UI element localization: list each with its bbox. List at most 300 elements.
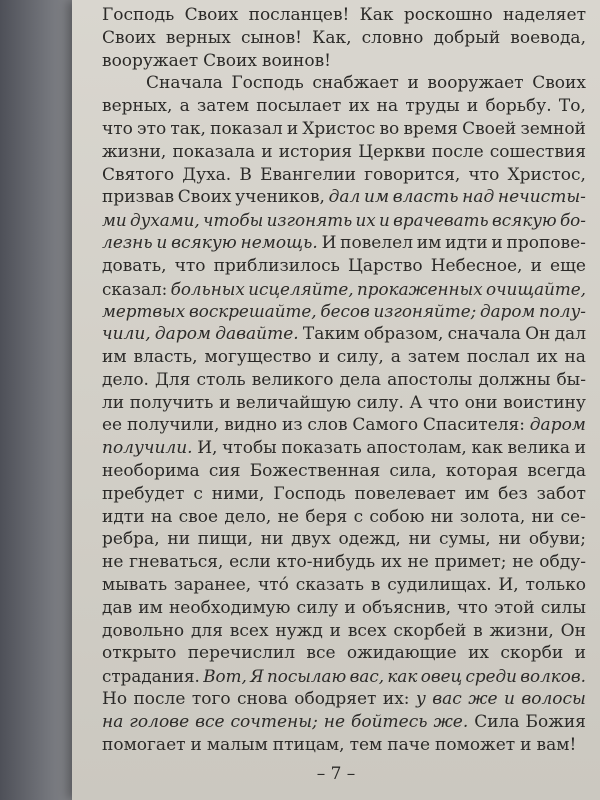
- text-word: идти: [445, 232, 488, 253]
- text-word: бойтесь: [351, 711, 428, 732]
- text-word: ребра,: [102, 529, 160, 550]
- text-word: не: [102, 552, 124, 573]
- text-word: и: [379, 210, 390, 231]
- text-word: а: [179, 96, 190, 117]
- text-word: изгоняйте;: [373, 301, 477, 322]
- text-word: должны: [478, 369, 551, 390]
- text-word: их: [468, 643, 490, 664]
- text-word: вас,: [349, 666, 385, 687]
- text-word: показала: [172, 141, 256, 162]
- text-word: сказал:: [102, 278, 168, 299]
- text-word: Своей: [462, 118, 517, 139]
- text-word: даром: [154, 324, 212, 345]
- text-word: сила,: [389, 460, 437, 481]
- text-word: Божественная: [249, 460, 381, 481]
- text-word: у: [415, 688, 426, 709]
- text-word: могущество: [204, 346, 312, 367]
- text-line: [102, 551, 586, 574]
- text-word: и: [219, 392, 231, 413]
- text-line: [102, 209, 586, 232]
- text-word: что́: [258, 574, 289, 595]
- text-word: как: [387, 666, 418, 687]
- text-word: жизни,: [489, 620, 554, 641]
- text-word: перечислил: [187, 643, 296, 664]
- text-word: ни: [408, 529, 432, 550]
- text-word: Он: [525, 324, 551, 345]
- text-word: приблизилось: [213, 255, 340, 276]
- text-word: что: [102, 118, 133, 139]
- text-word: из: [281, 415, 303, 436]
- text-word: Своих: [532, 73, 586, 94]
- text-word: дал: [328, 187, 361, 208]
- text-word: необорима: [102, 460, 200, 481]
- text-word: так,: [170, 118, 206, 139]
- text-word: слов: [307, 415, 348, 436]
- text-line: [102, 300, 586, 323]
- text-word: образом,: [363, 324, 444, 345]
- text-word: даром: [529, 415, 586, 436]
- text-line: [102, 255, 586, 278]
- text-line: [102, 665, 586, 688]
- text-word: воскрешайте,: [188, 301, 317, 322]
- text-word: ее: [102, 415, 123, 436]
- text-word: Как: [359, 5, 394, 25]
- text-word: вооружает: [102, 50, 199, 71]
- text-word: лезнь: [102, 232, 153, 253]
- text-word: получили,: [126, 415, 220, 436]
- text-word: среди: [465, 666, 517, 687]
- text-word: свое: [178, 506, 219, 527]
- text-word: им: [138, 597, 163, 618]
- text-line: [102, 620, 586, 643]
- text-word: чтобы: [203, 210, 264, 231]
- text-word: их: [380, 552, 402, 573]
- text-word: скорбей: [393, 620, 467, 641]
- text-word: обду-: [539, 552, 586, 573]
- text-word: малым: [206, 734, 268, 755]
- text-word: птицам,: [272, 734, 345, 755]
- text-word: все: [306, 643, 336, 664]
- text-word: Своих: [102, 27, 156, 48]
- text-word: сия: [208, 460, 241, 481]
- text-word: бы-: [556, 369, 586, 390]
- text-word: вас: [432, 688, 462, 709]
- text-word: всех: [229, 620, 269, 641]
- text-line: [102, 506, 586, 529]
- text-word: их:: [382, 688, 410, 709]
- text-word: что: [428, 392, 459, 413]
- text-word: Сначала: [146, 73, 223, 94]
- text-word: посылает: [256, 96, 342, 117]
- text-word: и: [520, 734, 532, 755]
- text-word: всякую: [171, 232, 237, 253]
- text-word: мертвых: [102, 301, 186, 322]
- text-word: и: [344, 597, 356, 618]
- text-line: [102, 118, 586, 141]
- text-word: им: [416, 232, 442, 253]
- text-word: снабжает: [312, 73, 399, 94]
- text-word: все: [195, 711, 225, 732]
- text-word: после: [431, 141, 484, 162]
- text-word: и: [156, 232, 168, 253]
- text-word: время: [403, 118, 458, 139]
- text-word: земной: [520, 118, 586, 139]
- text-word: им: [102, 346, 127, 367]
- text-word: Христос: [302, 118, 376, 139]
- text-word: над: [462, 187, 495, 208]
- text-word: верных,: [102, 96, 173, 117]
- book-page: [72, 0, 600, 800]
- text-word: это: [137, 118, 167, 139]
- text-word: воистину: [503, 392, 586, 413]
- text-line: [102, 278, 586, 301]
- text-word: Спасителя:: [422, 415, 525, 436]
- text-word: и: [466, 96, 479, 117]
- text-word: Господь: [102, 5, 175, 25]
- text-word: они: [464, 392, 498, 413]
- text-word: гневаться,: [129, 552, 224, 573]
- text-word: ни: [430, 506, 454, 527]
- text-word: и: [574, 643, 586, 664]
- text-word: верных: [165, 27, 231, 48]
- text-word: и: [491, 232, 503, 253]
- text-word: сказать: [295, 574, 365, 595]
- text-word: Духа.: [182, 164, 232, 185]
- text-word: для: [190, 620, 223, 641]
- text-word: как: [471, 438, 503, 459]
- text-line: [102, 597, 586, 620]
- text-word: власть,: [133, 346, 198, 367]
- text-word: показать: [281, 438, 362, 459]
- text-word: воинов!: [261, 50, 332, 71]
- text-word: Своих: [184, 5, 239, 25]
- text-line: [102, 437, 586, 460]
- text-word: не: [323, 711, 346, 732]
- text-line: [102, 95, 586, 118]
- text-word: довать,: [102, 255, 167, 276]
- text-word: Я: [250, 666, 264, 687]
- text-word: повелевает: [354, 483, 456, 504]
- text-word: и: [286, 118, 299, 139]
- text-word: И,: [498, 574, 519, 595]
- text-word: мывать: [102, 574, 168, 595]
- text-word: говорится,: [364, 164, 461, 185]
- text-word: даром: [480, 301, 536, 322]
- text-word: величайшую: [236, 392, 352, 413]
- text-word: Для: [155, 369, 191, 390]
- text-word: нужд: [275, 620, 323, 641]
- text-word: великого: [251, 369, 334, 390]
- text-word: тем: [349, 734, 383, 755]
- text-word: словно: [361, 27, 424, 48]
- text-word: на: [564, 346, 586, 367]
- text-word: нечисты-: [497, 187, 586, 208]
- text-line: [102, 392, 586, 415]
- text-word: труды: [405, 96, 460, 117]
- text-word: воевода,: [510, 27, 586, 48]
- text-word: после: [133, 688, 186, 709]
- text-word: во: [379, 118, 400, 139]
- text-line: [102, 483, 586, 506]
- text-word: сначала: [447, 324, 521, 345]
- text-word: повелел: [340, 232, 414, 253]
- text-word: Своих: [177, 187, 232, 208]
- text-word: полу-: [539, 301, 586, 322]
- text-word: помогает: [102, 734, 186, 755]
- text-word: чтобы: [222, 438, 277, 459]
- text-word: не: [277, 506, 300, 527]
- text-word: же: [468, 688, 498, 709]
- text-word: открыто: [102, 643, 177, 664]
- text-word: и: [261, 141, 273, 162]
- text-word: дело.: [102, 369, 149, 390]
- text-word: пребудет: [102, 483, 185, 504]
- text-word: Христос,: [507, 164, 586, 185]
- text-word: сочтены;: [230, 711, 318, 732]
- text-word: силу: [296, 597, 339, 618]
- text-word: ни: [498, 529, 522, 550]
- text-word: пропове-: [506, 232, 586, 253]
- text-line: [102, 27, 586, 50]
- text-line: [102, 50, 586, 73]
- text-word: получить: [129, 392, 214, 413]
- text-word: их: [536, 346, 558, 367]
- text-word: сошествия: [489, 141, 586, 162]
- text-line: [102, 4, 586, 27]
- text-word: Но: [102, 688, 128, 709]
- text-line: [102, 164, 586, 187]
- text-word: заранее,: [173, 574, 252, 595]
- text-word: Господь: [273, 483, 346, 504]
- text-word: столь: [196, 369, 246, 390]
- text-word: Небесное,: [430, 255, 523, 276]
- text-word: волосы: [521, 688, 586, 709]
- text-word: без: [498, 483, 528, 504]
- text-word: сынов!: [240, 27, 303, 48]
- text-word: что: [457, 597, 488, 618]
- text-word: что: [174, 255, 206, 276]
- text-word: духами,: [129, 210, 200, 231]
- text-word: вам!: [536, 734, 577, 755]
- text-word: борьбу.: [485, 96, 552, 117]
- text-word: силу.: [356, 392, 404, 413]
- text-word: идти: [102, 506, 145, 527]
- text-word: поможет: [435, 734, 516, 755]
- text-word: апостолам,: [366, 438, 467, 459]
- text-word: волков.: [520, 666, 586, 687]
- text-word: ли: [102, 392, 125, 413]
- text-word: бо-: [559, 210, 586, 231]
- text-line: [102, 460, 586, 483]
- text-line: [102, 232, 586, 255]
- text-word: исцеляйте,: [248, 278, 354, 299]
- text-word: им: [464, 483, 490, 504]
- text-word: если: [229, 552, 271, 573]
- text-line: [102, 141, 586, 164]
- text-word: их: [348, 96, 370, 117]
- text-word: ободряет: [294, 688, 377, 709]
- text-word: и: [318, 346, 330, 367]
- text-word: и: [190, 734, 202, 755]
- text-word: ми: [102, 210, 127, 231]
- text-word: всякую: [491, 210, 557, 231]
- text-line: [102, 72, 586, 95]
- text-word: Господь: [231, 73, 304, 94]
- text-word: страдания.: [102, 666, 200, 687]
- text-word: и: [503, 688, 515, 709]
- text-word: ожидающие: [346, 643, 457, 664]
- text-line: [102, 414, 586, 437]
- text-word: очищайте,: [486, 278, 586, 299]
- text-word: немощь.: [240, 232, 318, 253]
- text-line: [102, 734, 586, 757]
- text-word: с: [353, 506, 364, 527]
- text-word: послал: [466, 346, 530, 367]
- text-word: и: [407, 73, 419, 94]
- text-word: чили,: [102, 324, 151, 345]
- text-word: на: [376, 96, 399, 117]
- text-word: врачевать: [393, 210, 489, 231]
- text-word: всегда: [527, 460, 586, 481]
- text-line: [102, 642, 586, 665]
- text-word: объяснив,: [361, 597, 451, 618]
- text-word: затем: [196, 96, 250, 117]
- text-word: дал: [554, 324, 586, 345]
- text-line: [102, 369, 586, 392]
- text-word: примет;: [434, 552, 507, 573]
- text-word: которая: [445, 460, 519, 481]
- text-word: больных: [170, 278, 245, 299]
- text-word: овец: [420, 666, 463, 687]
- text-word: призвав: [102, 187, 175, 208]
- text-word: собою: [369, 506, 425, 527]
- text-word: ни: [260, 529, 284, 550]
- text-line: [102, 323, 586, 346]
- text-word: Царство: [348, 255, 423, 276]
- text-word: а: [390, 346, 401, 367]
- text-word: изгонять: [266, 210, 353, 231]
- text-word: двух: [291, 529, 331, 550]
- text-word: затем: [407, 346, 460, 367]
- text-word: посылаю: [267, 666, 347, 687]
- text-word: в: [370, 574, 381, 595]
- text-word: вооружает: [427, 73, 524, 94]
- text-word: того: [191, 688, 231, 709]
- text-word: наделяет: [503, 5, 586, 25]
- text-word: получили.: [102, 438, 193, 459]
- page-number: – 7 –: [316, 764, 356, 784]
- text-word: с: [193, 483, 203, 504]
- text-word: забот: [536, 483, 586, 504]
- text-line: [102, 528, 586, 551]
- text-word: Самого: [352, 415, 419, 436]
- text-word: же.: [433, 711, 469, 732]
- page-text: [102, 4, 586, 756]
- text-word: Божия: [525, 711, 586, 732]
- text-word: их: [355, 210, 376, 231]
- text-word: ни: [167, 529, 191, 550]
- text-word: в: [473, 620, 483, 641]
- text-word: посланцев!: [248, 5, 350, 25]
- text-word: добрый: [433, 27, 501, 48]
- text-word: ними,: [211, 483, 265, 504]
- text-word: не: [512, 552, 534, 573]
- text-word: им: [364, 187, 390, 208]
- text-word: Он: [560, 620, 586, 641]
- text-word: Святого: [102, 164, 175, 185]
- text-word: обуви;: [528, 529, 586, 550]
- text-line: [102, 711, 586, 734]
- text-word: еще: [550, 255, 586, 276]
- text-word: что: [468, 164, 500, 185]
- text-word: дело,: [224, 506, 272, 527]
- text-word: Сила: [474, 711, 520, 732]
- text-word: беря: [305, 506, 348, 527]
- text-word: силы: [540, 597, 586, 618]
- text-word: показал: [210, 118, 283, 139]
- text-word: Своих: [203, 50, 257, 71]
- text-word: И,: [197, 438, 218, 459]
- text-word: жизни,: [102, 141, 167, 162]
- text-word: Таким: [302, 324, 360, 345]
- text-word: одежд,: [338, 529, 401, 550]
- text-word: этой: [494, 597, 535, 618]
- text-word: Евангелии: [260, 164, 356, 185]
- text-word: То,: [558, 96, 586, 117]
- text-word: довольно: [102, 620, 185, 641]
- text-word: власть: [392, 187, 459, 208]
- text-word: только: [525, 574, 586, 595]
- text-word: прокаженных: [356, 278, 483, 299]
- text-word: бесов: [320, 301, 370, 322]
- text-word: история: [278, 141, 353, 162]
- text-word: и: [574, 438, 586, 459]
- text-word: судилищах.: [387, 574, 492, 595]
- text-word: дела: [339, 369, 382, 390]
- text-word: золота,: [459, 506, 526, 527]
- text-word: апостолы: [387, 369, 473, 390]
- text-word: Вот,: [203, 666, 247, 687]
- text-word: велика: [507, 438, 570, 459]
- text-word: давайте.: [215, 324, 299, 345]
- text-word: на: [102, 711, 124, 732]
- text-word: кто-нибудь: [276, 552, 376, 573]
- text-line: [102, 574, 586, 597]
- text-line: [102, 186, 586, 209]
- text-word: Как,: [312, 27, 352, 48]
- text-word: на: [150, 506, 173, 527]
- text-word: се-: [560, 506, 586, 527]
- text-word: В: [239, 164, 252, 185]
- text-word: сумы,: [439, 529, 491, 550]
- text-word: всех: [347, 620, 387, 641]
- text-word: и: [530, 255, 542, 276]
- text-word: скорби: [500, 643, 564, 664]
- text-word: не: [407, 552, 429, 573]
- text-word: и: [329, 620, 341, 641]
- text-word: пищи,: [197, 529, 253, 550]
- text-word: паче: [387, 734, 431, 755]
- text-line: [102, 688, 586, 711]
- text-word: ни: [531, 506, 555, 527]
- text-word: видно: [224, 415, 278, 436]
- text-word: силу,: [336, 346, 384, 367]
- text-word: голове: [129, 711, 190, 732]
- text-word: А: [409, 392, 423, 413]
- text-line: [102, 346, 586, 369]
- text-word: необходимую: [168, 597, 291, 618]
- text-word: снова: [237, 688, 288, 709]
